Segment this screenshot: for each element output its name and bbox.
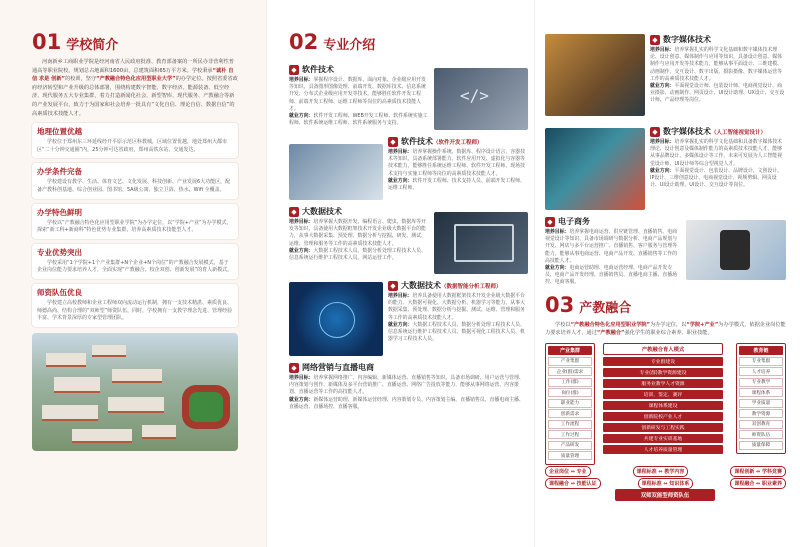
major-icon: ◆	[650, 35, 660, 45]
section-number: 02	[289, 30, 319, 54]
major-software-block	[289, 58, 528, 130]
column-item: 产业集群	[548, 357, 592, 366]
model-item: 人才培养质量管理	[603, 445, 723, 454]
major-goal: 培养目标：培养掌握电商运营、供应链管理、直播销售、电商视觉设计等知识，具备市场调研与数据分析、电商产品规划与开发、网店与多平台运营推广、直播销售、客户服务与管理等能力，能够从事电商运营、电商产品开发、直播销售等工作的高技能人才。	[545, 229, 678, 264]
major-tag: （数据智能分析工程师）	[441, 283, 502, 290]
major-title: 电子商务	[558, 217, 590, 226]
major-title: 大数据技术	[401, 281, 441, 290]
major-digital2-block	[545, 120, 786, 210]
major-job: 就业方向：新媒体运营助理、新媒体运营经理、内容策划专员、内容策划主编、直播销售员、直播电商主播、直播运营、直播场控、直播客服。	[289, 396, 524, 410]
major-goal: 培养目标：培养具备使用大数据框架技术开发企业级大数据平台的能力、大数据可视化、大数据分析、机器学习等能力，从事大数据采集、预处理、数据分析与挖掘、测试、运维、管理和服务等工作的高素质技术技能人才。	[388, 293, 525, 321]
model-item: 专业(群)教学资源建设	[603, 368, 723, 377]
model-item: 培训、鉴定、赛评	[603, 390, 723, 399]
software-dev-photo	[289, 144, 383, 200]
major-goal: 培养目标：培养掌握大数据开发、编程语言、爬虫、数据库等开发等知识，具备使用大数据框架技术开发企业级大数据平台的能力，从事大数据采集、预处理、数据分析与挖掘、研发、测试、运维、管理和服务等工作的高素质技术技能人才。	[289, 219, 426, 247]
education-column	[736, 343, 786, 455]
major-ecommerce-block	[545, 210, 786, 287]
column-item: 职业能力	[548, 399, 592, 408]
major-title: 数字媒体技术	[663, 127, 711, 136]
major-job: 就业方向：大数据工程技术人员、数据分析处理工程技术人员、信息系统运行维护工程技术人员、网站运营工作。	[289, 247, 426, 262]
major-icon: ◆	[545, 217, 555, 227]
school-intro-text: 河南新乡工商职业学院是经河南省人民政府批准、教育部备案的一所民办非营利性普通高等职业院校，规划总占地面积1600亩，总建筑面积65万平方米。学校秉承“诚朴 自信 求是 创新”的校训，坚守“产教融合特色化应用型职业大学”的办学定位。按照省委省政府经济转型和产业升级的总体部署，围绕构建数字智能、数字经济、能源装备、低空经济、现代服务五大专业集群，着力打造新闻化社会、新型智库、现代服务、产教融合等新的产业发展平台，致力于为国家和社会培养一批具有“文化自信、理论自信、数据自信”的高素质技术技能人才。	[32, 59, 238, 117]
major-tag: （软件开发工程师）	[433, 139, 483, 146]
card-title: 地理位置优越	[37, 127, 82, 137]
fusion-diagram	[545, 343, 786, 501]
major-title: 大数据技术	[302, 207, 342, 216]
major-title: 数字媒体技术	[663, 35, 711, 44]
major-goal: 培养目标：培养掌握扎实的科学文化基础和数字媒体技术理论、设计创意、媒体制作与应用等知识，具备设计创意、媒体制作与应用开发等技术能力，能够从事平面设计、三维建模、动画制作、交互设计、数字出版、摄影摄像、数字媒体运营等工作的高素质技术技能人才。	[650, 47, 783, 82]
fusion-pill: 企业岗位 ⇔ 专业	[545, 466, 591, 477]
bigdata-photo	[434, 212, 528, 274]
major-tag: （人工智能视觉设计）	[711, 129, 767, 136]
major-icon: ◆	[289, 363, 299, 373]
major-software2-block	[289, 130, 528, 200]
card-title: 办学特色鲜明	[37, 207, 82, 217]
feature-card-faculty	[32, 284, 238, 327]
section-number: 03	[545, 292, 575, 317]
fusion-pill: 课程创新 ⇔ 学科竞赛	[730, 466, 786, 477]
section-02-header	[289, 30, 528, 54]
model-item: 课程体系建设	[603, 401, 723, 410]
card-title: 专业优势突出	[37, 247, 82, 257]
column-item: 人才培养	[739, 367, 783, 376]
major-digital-block	[545, 34, 786, 116]
section-title: 专业介绍	[323, 38, 376, 53]
industry-column	[545, 343, 595, 465]
card-text: 学校建设有教学、生活、体育文艺、文化发展、科技创新、产业发展6大功能区，配备产教科创基地、综合创业园、图书馆、5A级公寓、独立卫浴、热水、Wifi 全覆盖。	[37, 179, 231, 193]
major-icon: ◆	[388, 137, 398, 147]
feature-card-characteristics	[32, 204, 238, 239]
major-title: 软件技术	[401, 137, 433, 146]
major-goal: 培养目标：培养掌握网络推广、内容编辑、新媒体运营、直播销售等知识，具备市场调研、用户运营与管理、内容策划与创作、新媒体及多平台营销推广、直播运营、网络广告投放等能力，能够从事网络运营、内容策划、直播运营等工作的高技能人才。	[289, 375, 524, 396]
majors-continued-panel	[534, 0, 800, 547]
data-analysis-photo	[289, 282, 383, 356]
ai-visual-photo	[545, 128, 645, 210]
feature-card-advantages	[32, 244, 238, 279]
card-text: 学校以“产教融合特色化应用型职业学院”为办学定位，以“学院+产业”为办学模式，探索“新工科+新商科”特色优势专业集群，培养高素质技术技能型人才。	[37, 219, 232, 234]
card-text: 学校位于郑州东三环延线经开平原示范区科教城，区域位置优越，地处郑州大都市区“二十分钟交通圈”内，25分钟可达省政府，郑州高铁东站，交通发达。	[37, 139, 228, 153]
ecommerce-photo	[686, 220, 786, 280]
section-number: 01	[32, 30, 62, 54]
model-item: 共建专业实训基地	[603, 434, 723, 443]
column-item: 专业集群	[739, 357, 783, 366]
software-photo	[434, 68, 528, 130]
section-03-header	[545, 293, 786, 317]
column-item: 质量管理	[548, 451, 592, 460]
model-item: 创新院校产业人才	[603, 412, 723, 421]
major-icon: ◆	[289, 207, 299, 217]
column-item: 岗位(群)	[548, 388, 592, 397]
major-title: 网络营销与直播电商	[302, 363, 374, 372]
major-icon: ◆	[388, 281, 398, 291]
digital-media-photo	[545, 34, 645, 116]
feature-card-location	[32, 123, 238, 158]
major-goal: 培养目标：掌握程序设计、数据库、面向对象、企业级应用开发等知识，具备图形图像处理、前端开发、数据库技术、信息系统开发、分布式企业级应用开发等技术，能够胜任软件开发工程师、前端开发工程师、运维工程师等岗位的高素质技术技能人才。	[289, 77, 426, 112]
card-text: 学校建立高校教师和企业工程师双向流动运行机制，拥有一支技术精湛、素质优良、师德高尚、结构合理的“双师型”师资队伍，同时，学校拥有一支教学理念先进、管理经验丰富、学术背景深厚的专家型管理团队。	[37, 299, 233, 322]
column-item: 工作流程	[548, 420, 592, 429]
major-icon: ◆	[650, 127, 660, 137]
column-item: 企业(群)需求	[548, 367, 592, 376]
column-item: 学业质量	[739, 399, 783, 408]
model-item: 创新研发与工程实践	[603, 423, 723, 432]
column-item: 创新需求	[548, 409, 592, 418]
majors-panel	[266, 0, 534, 547]
major-job: 就业方向：平面视觉设计、包装设计、品牌设计、文创设计、IP设计、三维创意设计、电商视觉设计、视频剪辑、网页设计、UI设计助理、UI设计、交互设计等岗位。	[650, 167, 783, 189]
column-item: 师资队伍	[739, 430, 783, 439]
column-item: 课程体系	[739, 388, 783, 397]
section-01-header	[32, 30, 238, 54]
column-item: 产品研发	[548, 441, 592, 450]
section-title: 学校简介	[66, 38, 119, 53]
card-title: 办学条件完备	[37, 167, 82, 177]
school-intro-panel	[0, 0, 266, 547]
feature-card-conditions	[32, 163, 238, 198]
column-head: 产业集群	[548, 346, 592, 355]
model-item: 服务业教学人才资源	[603, 379, 723, 388]
major-job: 就业方向：大数据工程技术人员、数据分析处理工程技术人员、信息系统运行维护工程技术人员、数据可视化工程技术人员、机器学习工程技术人员。	[388, 321, 525, 343]
column-head: 教育链	[739, 346, 783, 355]
major-goal: 培养目标：培养掌握扎实的科学文化基础和具备数字媒体技术理论、设计创意及媒体制作能力的高素质技术技能人才，能够从事品牌设计、多媒体设计等工作，未来可发展为人工智能视觉设计师、UI设计师等综合型视觉人才。	[650, 139, 783, 167]
major-job: 就业方向：软件开发工程师、WEB开发工程师、软件系统实施工程师、软件系统运维工程师、软件系统服务与支持。	[289, 113, 428, 127]
fusion-row-1	[545, 466, 786, 477]
fusion-intro-text: 学校以“产教融合特色化应用型职业学院”为办学定位，以“学院+产业”为办学模式，依据企业岗位能力要求培养人才，通过“产教融合”强化学生的职业综合素养、职业技能。	[545, 321, 786, 337]
fusion-pill: 课程融合 ⇔ 职业素养	[730, 478, 786, 489]
section-title: 产教融合	[579, 300, 632, 316]
fusion-model-column	[603, 343, 723, 456]
major-job: 就业方向：电商运营助理、电商运营经理、电商产品开发专员、电商产品开发经理、直播销售员、直播电商主播、直播场控、电商客服。	[545, 265, 678, 286]
column-item: 质量保障	[739, 441, 783, 450]
fusion-pill: 课程标准 ⇔ 知识体系	[638, 478, 694, 489]
fusion-pill: 课程融合 ⇔ 技能认证	[545, 478, 601, 489]
column-item: 工作(群)	[548, 378, 592, 387]
major-title: 软件技术	[302, 65, 334, 74]
column-head: 产教融合育人模式	[603, 343, 723, 355]
campus-aerial-photo	[32, 333, 238, 451]
column-item: 双创教育	[739, 420, 783, 429]
faculty-banner: 双师双能型师资队伍	[615, 489, 715, 501]
major-job: 就业方向：平面视觉设计师、包装设计师、电商视觉设计、商业摄影、动画制作、网页设计、UI设计助理、UX设计、交互设计师、产品经理等岗位。	[650, 83, 785, 104]
major-bigdata-block	[289, 200, 528, 274]
fusion-pill: 课程标准 ⇔ 教学内容	[633, 466, 689, 477]
model-item: 专业群建设	[603, 357, 723, 366]
sports-field	[182, 385, 230, 429]
major-job: 就业方向：软件开发工程师、技术支持人员、前端开发工程师、运维工程师。	[388, 177, 525, 192]
card-title: 师资队伍优良	[37, 287, 82, 297]
major-net-block	[289, 362, 528, 411]
column-item: 教学资源	[739, 409, 783, 418]
column-item: 专业教学	[739, 378, 783, 387]
fusion-row-2	[545, 478, 786, 489]
major-icon: ◆	[289, 65, 299, 75]
card-text: 学校采用“1个学院+1个产业集群+N个企业+N个岗位”的产教融合发展模式，基于企业岗位能力要求培养人才，全面实现“产教融合、校企双创、创新发展”的育人新模式。	[37, 259, 233, 274]
major-goal: 培养目标：培养掌握操作系统、数据库、程序设计语言，容器技术等知识，具备系统部署能力、软件应用开发、虚拟化与容器等技术能力，能够胜任系统运维工程师、软件开发工程师、现场技术支持与实施工程师等岗位的高素质技术技能人才。	[388, 149, 525, 177]
column-item: 工作过程	[548, 430, 592, 439]
major-bigdata2-block	[289, 274, 528, 356]
